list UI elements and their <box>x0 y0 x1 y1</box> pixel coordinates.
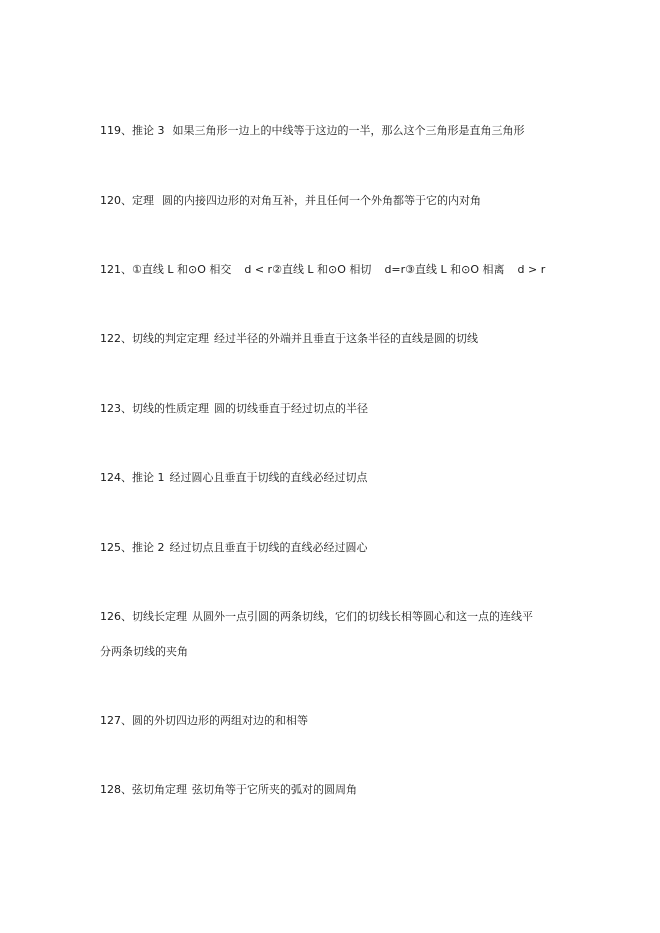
theorem-122 <box>100 332 478 346</box>
item-number: 124、 <box>100 471 132 484</box>
theorem-119 <box>100 124 525 138</box>
item-body: 经过半径的外端并且垂直于这条半径的直线是圆的切线 <box>214 332 478 345</box>
item-title: 推论 1 <box>132 471 165 484</box>
item-body-continued: 分两条切线的夹角 <box>100 645 188 658</box>
item-number: 119、 <box>100 124 132 137</box>
theorem-127 <box>100 714 308 728</box>
item-body: 圆的外切四边形的两组对边的和相等 <box>132 714 308 727</box>
item-number: 127、 <box>100 714 132 727</box>
theorem-126-continuation <box>100 645 188 659</box>
item-title: 推论 3 <box>132 124 165 137</box>
theorem-120 <box>100 194 481 208</box>
item-body: 经过圆心且垂直于切线的直线必经过切点 <box>169 471 368 484</box>
theorem-124 <box>100 471 368 485</box>
item-title: 弦切角定理 <box>132 783 187 796</box>
theorem-123 <box>100 402 368 416</box>
item-number: 121、 <box>100 263 132 276</box>
item-body: 如果三角形一边上的中线等于这边的一半，那么这个三角形是直角三角形 <box>172 124 525 137</box>
item-title: 定理 <box>132 194 154 207</box>
item-number: 120、 <box>100 194 132 207</box>
item-number: 122、 <box>100 332 132 345</box>
intersect-condition: ①直线 L 和⊙O 相交 <box>132 263 232 276</box>
theorem-126 <box>100 610 533 624</box>
theorem-128 <box>100 783 357 797</box>
intersect-relation: d < r <box>244 263 273 276</box>
item-title: 切线的判定定理 <box>132 332 209 345</box>
item-title: 切线的性质定理 <box>132 402 209 415</box>
theorem-125 <box>100 541 368 555</box>
item-number: 128、 <box>100 783 132 796</box>
tangent-relation: d=r <box>384 263 406 276</box>
item-title: 推论 2 <box>132 541 165 554</box>
item-body: 经过切点且垂直于切线的直线必经过圆心 <box>169 541 368 554</box>
separate-condition: ③直线 L 和⊙O 相离 <box>405 263 505 276</box>
tangent-condition: ②直线 L 和⊙O 相切 <box>272 263 372 276</box>
item-body: 圆的内接四边形的对角互补，并且任何一个外角都等于它的内对角 <box>162 194 481 207</box>
item-body: 圆的切线垂直于经过切点的半径 <box>214 402 368 415</box>
item-body: 弦切角等于它所夹的弧对的圆周角 <box>192 783 357 796</box>
theorem-121 <box>100 263 545 277</box>
item-number: 125、 <box>100 541 132 554</box>
item-number: 123、 <box>100 402 132 415</box>
separate-relation: d > r <box>517 263 546 276</box>
item-title: 切线长定理 <box>132 610 187 623</box>
item-number: 126、 <box>100 610 132 623</box>
item-body: 从圆外一点引圆的两条切线，它们的切线长相等圆心和这一点的连线平 <box>192 610 533 623</box>
